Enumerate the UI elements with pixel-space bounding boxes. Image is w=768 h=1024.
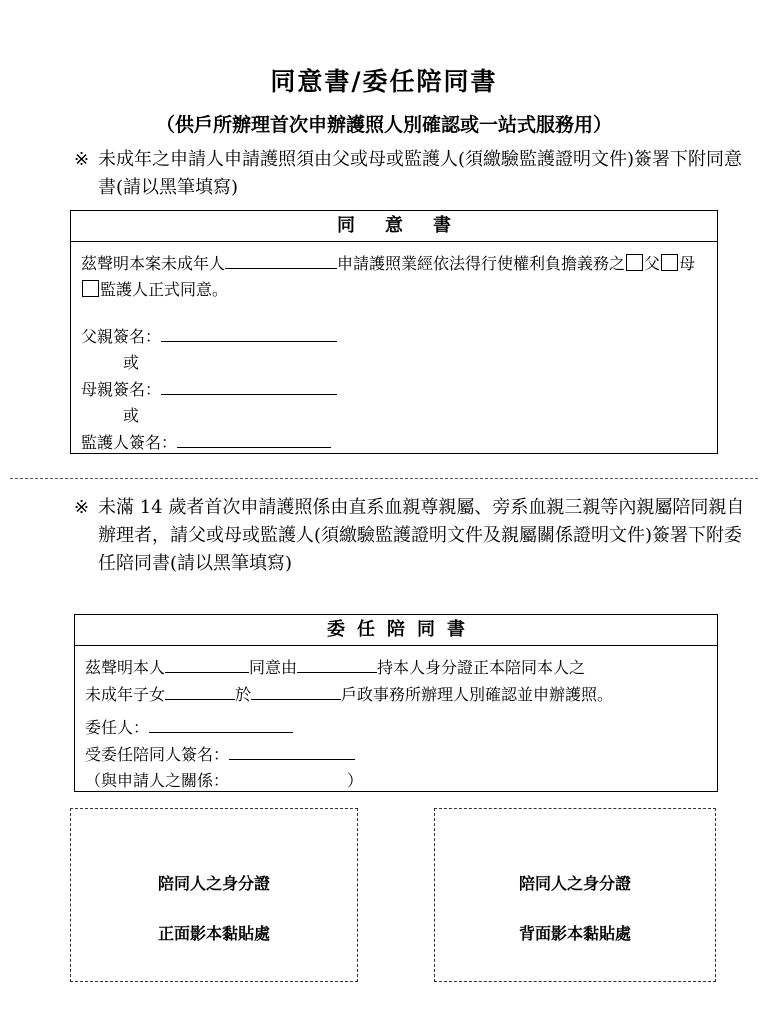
note-text: 未滿 14 歲者首次申請護照係由直系血親尊親屬、旁系血親三親等內親屬陪同親自辦理者，請父或母或監護人(須繳驗監護證明文件及親屬關係證明文件)簽署下附委任陪同書(請以黑筆填寫) bbox=[98, 497, 745, 574]
reference-mark-icon: ※ bbox=[74, 149, 90, 170]
office-name-field[interactable] bbox=[251, 681, 341, 700]
id-back-paste-area: 陪同人之身分證 背面影本黏貼處 bbox=[434, 808, 716, 982]
consent-heading: 同意書 bbox=[71, 211, 717, 242]
delegation-form bbox=[74, 614, 718, 792]
companion-signature-field[interactable] bbox=[229, 741, 355, 760]
consent-form bbox=[70, 210, 718, 454]
child-name-field[interactable] bbox=[165, 681, 235, 700]
principal-name-field[interactable] bbox=[165, 654, 249, 673]
delegation-line-1: 茲聲明本人 同意由 持本人身分證正本陪同本人之 bbox=[85, 654, 709, 681]
father-signature-row: 父親簽名： bbox=[81, 323, 709, 350]
or-label: 或 bbox=[123, 353, 140, 372]
reference-mark-icon: ※ bbox=[74, 497, 90, 518]
principal-signature-field[interactable] bbox=[149, 714, 293, 733]
mother-checkbox[interactable] bbox=[661, 254, 678, 271]
companion-name-field[interactable] bbox=[297, 654, 377, 673]
cut-line bbox=[10, 478, 758, 479]
father-checkbox[interactable] bbox=[626, 254, 643, 271]
or-label: 或 bbox=[123, 406, 140, 425]
companion-signature-row: 受委任陪同人簽名： bbox=[85, 741, 709, 768]
delegation-heading: 委任陪同書 bbox=[75, 615, 717, 646]
father-signature-field[interactable] bbox=[161, 323, 337, 342]
page-title: 同意書/委任陪同書 bbox=[270, 67, 498, 96]
relation-row: （與申請人之關係： ） bbox=[85, 771, 364, 790]
guardian-signature-field[interactable] bbox=[177, 429, 331, 448]
principal-row: 委任人： bbox=[85, 714, 709, 741]
minor-consent-note bbox=[74, 146, 748, 202]
id-front-paste-area: 陪同人之身分證 正面影本黏貼處 bbox=[70, 808, 358, 982]
consent-statement: 茲聲明本案未成年人 申請護照業經依法得行使權利負擔義務之 父 母監護人正式同意。 bbox=[81, 250, 709, 303]
mother-signature-field[interactable] bbox=[161, 376, 337, 395]
accompany-note bbox=[74, 494, 748, 578]
guardian-signature-row: 監護人簽名： bbox=[81, 429, 709, 456]
minor-name-field[interactable] bbox=[225, 250, 337, 269]
note-text: 未成年之申請人申請護照須由父或母或監護人(須繳驗監護證明文件)簽署下附同意書(請以黑筆填寫) bbox=[98, 149, 743, 198]
delegation-line-2: 未成年子女 於 戶政事務所辦理人別確認並申辦護照。 bbox=[85, 681, 709, 708]
page-subtitle: （供戶所辦理首次申辦護照人別確認或一站式服務用） bbox=[155, 114, 612, 136]
guardian-checkbox[interactable] bbox=[82, 280, 99, 297]
mother-signature-row: 母親簽名： bbox=[81, 376, 709, 403]
